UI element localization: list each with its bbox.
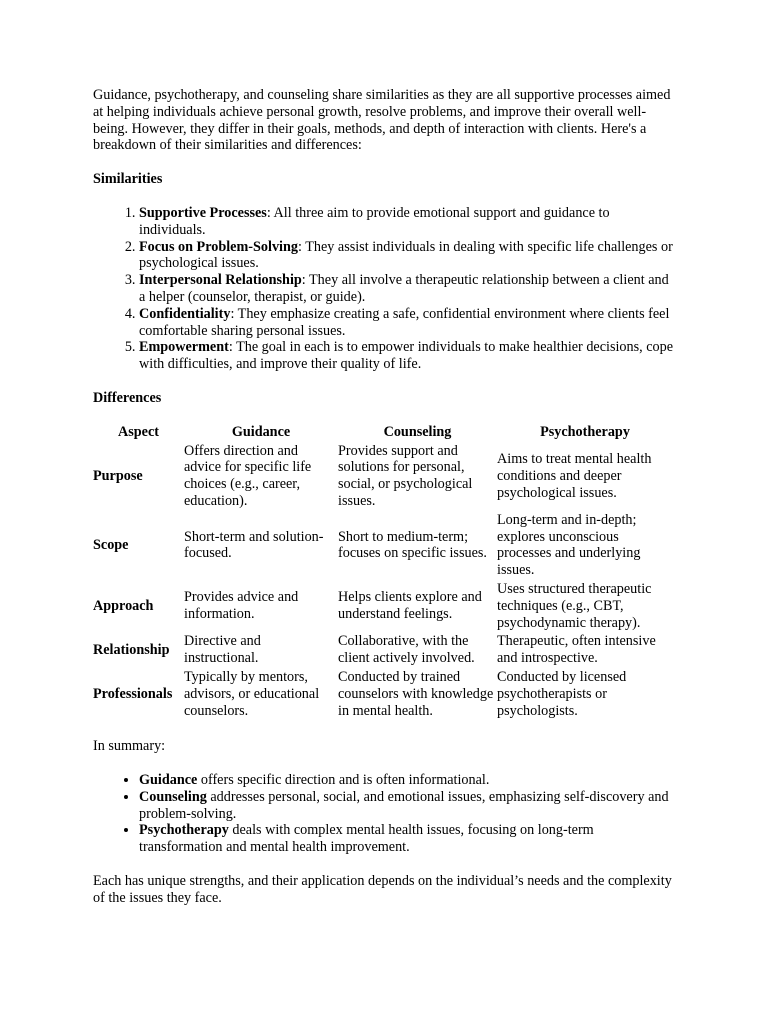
differences-table — [93, 424, 673, 722]
table-row — [93, 443, 673, 512]
cell-aspect: Approach — [93, 597, 154, 614]
cell-counseling: Provides support and solutions for personal, social, or psychological issues. — [338, 442, 473, 509]
similarities-heading: Similarities — [93, 171, 163, 188]
table-row — [93, 581, 673, 633]
list-item — [139, 239, 678, 273]
list-item-term: Empowerment — [139, 339, 229, 356]
cell-guidance: Offers direction and advice for specific life choices (e.g., career, education). — [184, 442, 312, 509]
cell-aspect: Professionals — [93, 685, 173, 702]
list-item-term: Guidance — [139, 772, 198, 789]
cell-guidance: Directive and instructional. — [184, 633, 261, 667]
list-item-term: Supportive Processes — [139, 204, 267, 221]
cell-counseling: Collaborative, with the client actively involved. — [338, 633, 475, 667]
intro-paragraph: Guidance, psychotherapy, and counseling share similarities as they are all supportive processes aimed at helping individuals achieve personal growth, resolve problems, and improve their overall well-being. However, they differ in their goals, methods, and depth of interaction with clients. Here's a breakdown of their similarities and differences: — [93, 87, 671, 154]
cell-counseling: Conducted by trained counselors with knowledge in mental health. — [338, 668, 494, 719]
list-item — [139, 772, 678, 789]
list-item-term: Psychotherapy — [139, 822, 229, 839]
list-item — [139, 822, 678, 856]
list-item — [139, 272, 678, 306]
cell-psychotherapy: Long-term and in-depth; explores unconscious processes and underlying issues. — [497, 511, 641, 579]
table-row — [93, 512, 673, 581]
cell-counseling: Helps clients explore and understand feelings. — [338, 589, 482, 623]
header-guidance: Guidance — [231, 423, 291, 440]
list-item — [139, 205, 678, 239]
list-item-text: : They all involve a therapeutic relationship between a client and a helper (counselor, therapist, or guide). — [139, 272, 669, 305]
cell-counseling: Short to medium-term; focuses on specific issues. — [338, 528, 487, 562]
cell-aspect: Purpose — [93, 467, 143, 484]
cell-psychotherapy: Uses structured therapeutic techniques (e.g., CBT, psychodynamic therapy). — [497, 580, 652, 631]
cell-psychotherapy: Aims to treat mental health conditions and deeper psychological issues. — [497, 450, 652, 501]
list-item — [139, 339, 678, 373]
list-item-text: addresses personal, social, and emotional issues, emphasizing self-discovery and problem-solving. — [139, 788, 669, 822]
table-row — [93, 669, 673, 721]
table-row — [93, 633, 673, 669]
header-psychotherapy: Psychotherapy — [540, 423, 630, 440]
header-counseling: Counseling — [383, 423, 452, 440]
list-item-text: deals with complex mental health issues, focusing on long-term transformation and mental health improvement. — [139, 822, 594, 856]
list-item-text: : They assist individuals in dealing with specific life challenges or psychological issues. — [139, 238, 673, 272]
list-item-term: Counseling — [139, 788, 207, 805]
cell-guidance: Provides advice and information. — [184, 589, 299, 623]
list-item-term: Interpersonal Relationship — [139, 272, 302, 289]
list-item-text: : The goal in each is to empower individuals to make healthier decisions, cope with difficulties, and improve their quality of life. — [139, 339, 673, 373]
cell-aspect: Relationship — [93, 641, 170, 658]
list-item-term: Confidentiality — [139, 305, 231, 322]
closing-paragraph: Each has unique strengths, and their application depends on the individual’s needs and the complexity of the issues they face. — [93, 873, 672, 906]
cell-aspect: Scope — [93, 536, 129, 553]
cell-psychotherapy: Therapeutic, often intensive and introspective. — [497, 633, 656, 667]
list-item-text: : All three aim to provide emotional support and guidance to individuals. — [139, 204, 610, 238]
summary-lead: In summary: — [93, 738, 166, 755]
header-aspect: Aspect — [118, 423, 159, 440]
list-item-text: : They emphasize creating a safe, confidential environment where clients feel comfortable sharing personal issues. — [139, 305, 670, 339]
list-item-term: Focus on Problem-Solving — [139, 238, 298, 255]
summary-list — [93, 772, 678, 856]
table-header-row — [93, 424, 673, 443]
similarities-list — [93, 205, 678, 373]
cell-psychotherapy: Conducted by licensed psychotherapists or psychologists. — [497, 668, 627, 719]
list-item — [139, 789, 678, 823]
cell-guidance: Short-term and solution-focused. — [184, 528, 324, 562]
list-item — [139, 306, 678, 340]
list-item-text: offers specific direction and is often informational. — [197, 772, 490, 789]
cell-guidance: Typically by mentors, advisors, or educational counselors. — [184, 668, 320, 719]
differences-heading: Differences — [93, 389, 162, 406]
